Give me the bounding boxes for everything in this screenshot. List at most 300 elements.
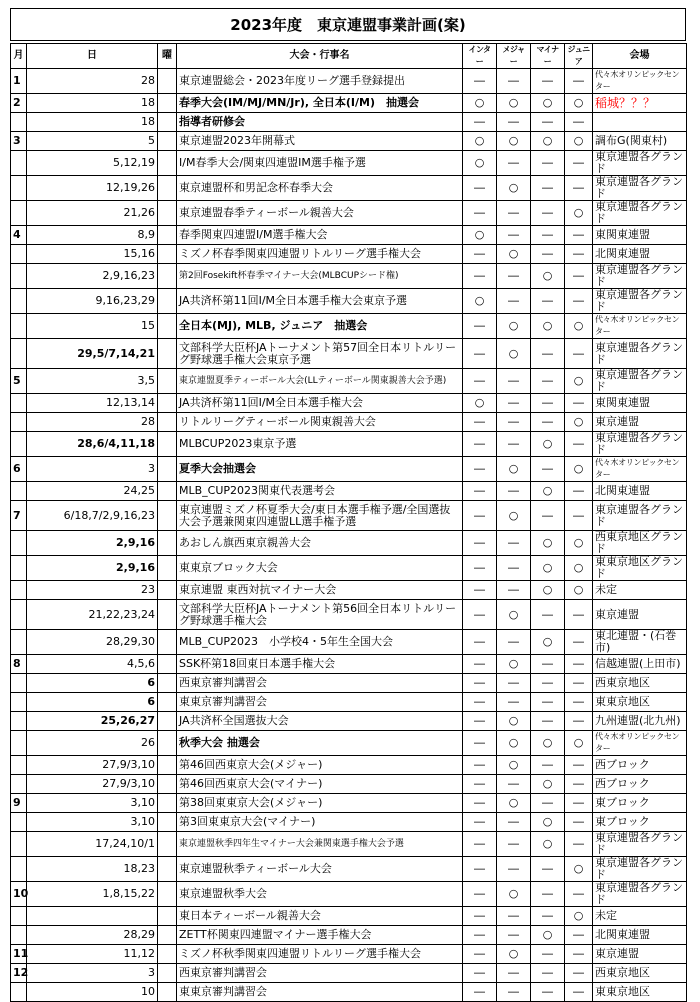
event-cell: 春季大会(IM/MJ/MN/Jr), 全日本(I/M) 抽選会 bbox=[177, 94, 463, 113]
mark-minor-cell: ○ bbox=[531, 813, 565, 832]
mark-inter-cell: ― bbox=[463, 964, 497, 983]
venue-cell: 西東京地区 bbox=[593, 674, 687, 693]
mark-junior-cell: ― bbox=[565, 882, 593, 907]
mark-inter-cell: ― bbox=[463, 531, 497, 556]
header-weekday: 曜 bbox=[158, 44, 177, 69]
month-cell bbox=[11, 201, 27, 226]
mark-junior-cell: ○ bbox=[565, 731, 593, 756]
table-row bbox=[11, 775, 687, 794]
mark-major-cell: ― bbox=[497, 151, 531, 176]
table-row bbox=[11, 926, 687, 945]
table-row bbox=[11, 882, 687, 907]
mark-major-cell: ― bbox=[497, 630, 531, 655]
venue-cell: 代々木オリンピックセンター bbox=[593, 314, 687, 339]
mark-junior-cell: ― bbox=[565, 264, 593, 289]
venue-cell: 代々木オリンピックセンター bbox=[593, 731, 687, 756]
month-cell bbox=[11, 264, 27, 289]
date-cell: 28,6/4,11,18 bbox=[27, 432, 158, 457]
date-cell: 25,26,27 bbox=[27, 712, 158, 731]
mark-junior-cell: ― bbox=[565, 630, 593, 655]
mark-inter-cell: ― bbox=[463, 339, 497, 369]
event-cell: SSK杯第18回東日本選手権大会 bbox=[177, 655, 463, 674]
mark-minor-cell: ― bbox=[531, 201, 565, 226]
mark-junior-cell: ― bbox=[565, 176, 593, 201]
venue-cell: 東関東連盟 bbox=[593, 226, 687, 245]
header-inter: インター bbox=[463, 44, 497, 69]
event-cell: 第38回東東京大会(メジャー) bbox=[177, 794, 463, 813]
mark-junior-cell: ○ bbox=[565, 581, 593, 600]
event-cell: 東京連盟 東西対抗マイナー大会 bbox=[177, 581, 463, 600]
mark-junior-cell: ― bbox=[565, 794, 593, 813]
month-cell bbox=[11, 983, 27, 1002]
event-cell: 夏季大会抽選会 bbox=[177, 457, 463, 482]
mark-major-cell: ○ bbox=[497, 756, 531, 775]
date-cell: 8,9 bbox=[27, 226, 158, 245]
month-cell bbox=[11, 832, 27, 857]
table-row bbox=[11, 201, 687, 226]
document-title: 2023年度 東京連盟事業計画(案) bbox=[10, 8, 686, 41]
mark-inter-cell: ― bbox=[463, 176, 497, 201]
month-cell bbox=[11, 245, 27, 264]
event-cell: 東京連盟杯和男記念杯春季大会 bbox=[177, 176, 463, 201]
mark-major-cell: ― bbox=[497, 926, 531, 945]
weekday-cell bbox=[158, 756, 177, 775]
event-cell: 文部科学大臣杯JAトーナメント第57回全日本リトルリーグ野球選手権大会東京予選 bbox=[177, 339, 463, 369]
venue-cell: 未定 bbox=[593, 581, 687, 600]
mark-major-cell: ○ bbox=[497, 245, 531, 264]
weekday-cell bbox=[158, 882, 177, 907]
mark-junior-cell: ― bbox=[565, 945, 593, 964]
event-cell: JA共済杯第11回I/M全日本選手権大会東京予選 bbox=[177, 289, 463, 314]
weekday-cell bbox=[158, 394, 177, 413]
weekday-cell bbox=[158, 482, 177, 501]
weekday-cell bbox=[158, 832, 177, 857]
schedule-table bbox=[10, 43, 687, 1002]
weekday-cell bbox=[158, 926, 177, 945]
event-cell: 秋季大会 抽選会 bbox=[177, 731, 463, 756]
mark-junior-cell: ○ bbox=[565, 314, 593, 339]
mark-minor-cell: ― bbox=[531, 413, 565, 432]
mark-junior-cell: ○ bbox=[565, 201, 593, 226]
month-cell bbox=[11, 693, 27, 712]
mark-minor-cell: ― bbox=[531, 151, 565, 176]
table-row bbox=[11, 132, 687, 151]
event-cell: MLB_CUP2023 小学校4・5年生全国大会 bbox=[177, 630, 463, 655]
mark-minor-cell: ― bbox=[531, 674, 565, 693]
event-cell: ミズノ杯春季関東四連盟リトルリーグ選手権大会 bbox=[177, 245, 463, 264]
mark-minor-cell: ○ bbox=[531, 264, 565, 289]
table-row bbox=[11, 600, 687, 630]
mark-inter-cell: ― bbox=[463, 581, 497, 600]
venue-cell: 代々木オリンピックセンター bbox=[593, 69, 687, 94]
date-cell: 17,24,10/1 bbox=[27, 832, 158, 857]
table-row bbox=[11, 712, 687, 731]
date-cell: 3,10 bbox=[27, 794, 158, 813]
month-cell bbox=[11, 413, 27, 432]
venue-cell: 東ブロック bbox=[593, 813, 687, 832]
month-cell: 1 bbox=[11, 69, 27, 94]
venue-cell: 代々木オリンピックセンター bbox=[593, 457, 687, 482]
month-cell bbox=[11, 176, 27, 201]
date-cell: 24,25 bbox=[27, 482, 158, 501]
weekday-cell bbox=[158, 983, 177, 1002]
event-cell: 東京連盟夏季ティーボール大会(LLティーボール関東親善大会予選) bbox=[177, 369, 463, 394]
header-venue: 会場 bbox=[593, 44, 687, 69]
mark-major-cell: ― bbox=[497, 482, 531, 501]
table-row bbox=[11, 731, 687, 756]
weekday-cell bbox=[158, 630, 177, 655]
mark-minor-cell: ― bbox=[531, 655, 565, 674]
date-cell: 18 bbox=[27, 113, 158, 132]
venue-cell: 西東京地区グランド bbox=[593, 531, 687, 556]
mark-minor-cell: ― bbox=[531, 945, 565, 964]
date-cell: 15,16 bbox=[27, 245, 158, 264]
mark-minor-cell: ― bbox=[531, 457, 565, 482]
mark-inter-cell: ― bbox=[463, 556, 497, 581]
mark-major-cell: ― bbox=[497, 413, 531, 432]
mark-inter-cell: ― bbox=[463, 201, 497, 226]
mark-inter-cell: ― bbox=[463, 983, 497, 1002]
month-cell bbox=[11, 630, 27, 655]
mark-junior-cell: ○ bbox=[565, 531, 593, 556]
mark-minor-cell: ― bbox=[531, 882, 565, 907]
weekday-cell bbox=[158, 712, 177, 731]
month-cell bbox=[11, 907, 27, 926]
month-cell bbox=[11, 394, 27, 413]
mark-minor-cell: ― bbox=[531, 794, 565, 813]
mark-junior-cell: ○ bbox=[565, 94, 593, 113]
date-cell: 28 bbox=[27, 69, 158, 94]
table-row bbox=[11, 857, 687, 882]
mark-inter-cell: ― bbox=[463, 264, 497, 289]
weekday-cell bbox=[158, 945, 177, 964]
month-cell bbox=[11, 581, 27, 600]
mark-inter-cell: ― bbox=[463, 775, 497, 794]
date-cell: 28,29 bbox=[27, 926, 158, 945]
venue-cell: 北関東連盟 bbox=[593, 926, 687, 945]
mark-major-cell: ― bbox=[497, 964, 531, 983]
table-row bbox=[11, 482, 687, 501]
month-cell: 8 bbox=[11, 655, 27, 674]
weekday-cell bbox=[158, 674, 177, 693]
table-row bbox=[11, 289, 687, 314]
venue-cell: 東関東連盟 bbox=[593, 394, 687, 413]
table-row bbox=[11, 531, 687, 556]
mark-minor-cell: ○ bbox=[531, 731, 565, 756]
mark-major-cell: ― bbox=[497, 531, 531, 556]
mark-major-cell: ― bbox=[497, 693, 531, 712]
event-cell: I/M春季大会/関東四連盟IM選手権予選 bbox=[177, 151, 463, 176]
venue-cell: 東東京地区 bbox=[593, 693, 687, 712]
mark-inter-cell: ― bbox=[463, 882, 497, 907]
table-row bbox=[11, 113, 687, 132]
mark-inter-cell: ― bbox=[463, 674, 497, 693]
date-cell: 27,9/3,10 bbox=[27, 775, 158, 794]
month-cell bbox=[11, 556, 27, 581]
venue-cell: 九州連盟(北九州) bbox=[593, 712, 687, 731]
month-cell bbox=[11, 289, 27, 314]
venue-cell: 東京連盟各グランド bbox=[593, 432, 687, 457]
date-cell: 4,5,6 bbox=[27, 655, 158, 674]
mark-major-cell: ○ bbox=[497, 501, 531, 531]
mark-junior-cell: ○ bbox=[565, 457, 593, 482]
mark-inter-cell: ― bbox=[463, 794, 497, 813]
month-cell: 10 bbox=[11, 882, 27, 907]
mark-minor-cell: ○ bbox=[531, 531, 565, 556]
header-event: 大会・行事名 bbox=[177, 44, 463, 69]
mark-major-cell: ― bbox=[497, 857, 531, 882]
venue-cell: 東京連盟各グランド bbox=[593, 289, 687, 314]
date-cell: 1,8,15,22 bbox=[27, 882, 158, 907]
venue-cell: 東京連盟各グランド bbox=[593, 882, 687, 907]
mark-inter-cell: ― bbox=[463, 314, 497, 339]
mark-major-cell: ○ bbox=[497, 794, 531, 813]
month-cell bbox=[11, 674, 27, 693]
mark-major-cell: ○ bbox=[497, 132, 531, 151]
mark-minor-cell: ○ bbox=[531, 581, 565, 600]
venue-cell: 東京連盟 bbox=[593, 945, 687, 964]
mark-inter-cell: ― bbox=[463, 693, 497, 712]
month-cell bbox=[11, 600, 27, 630]
venue-cell: 東京連盟各グランド bbox=[593, 151, 687, 176]
mark-inter-cell: ○ bbox=[463, 226, 497, 245]
venue-cell: 東東京地区グランド bbox=[593, 556, 687, 581]
table-row bbox=[11, 630, 687, 655]
mark-minor-cell: ○ bbox=[531, 94, 565, 113]
date-cell: 23 bbox=[27, 581, 158, 600]
mark-inter-cell: ― bbox=[463, 369, 497, 394]
month-cell: 7 bbox=[11, 501, 27, 531]
date-cell: 21,26 bbox=[27, 201, 158, 226]
table-row bbox=[11, 674, 687, 693]
mark-junior-cell: ― bbox=[565, 756, 593, 775]
mark-inter-cell: ― bbox=[463, 813, 497, 832]
mark-minor-cell: ― bbox=[531, 369, 565, 394]
weekday-cell bbox=[158, 94, 177, 113]
table-row bbox=[11, 226, 687, 245]
weekday-cell bbox=[158, 731, 177, 756]
mark-inter-cell: ― bbox=[463, 600, 497, 630]
mark-junior-cell: ― bbox=[565, 983, 593, 1002]
weekday-cell bbox=[158, 964, 177, 983]
mark-major-cell: ― bbox=[497, 432, 531, 457]
mark-major-cell: ― bbox=[497, 775, 531, 794]
mark-major-cell: ― bbox=[497, 113, 531, 132]
mark-inter-cell: ― bbox=[463, 457, 497, 482]
mark-minor-cell: ○ bbox=[531, 630, 565, 655]
event-cell: あおしん旗西東京親善大会 bbox=[177, 531, 463, 556]
weekday-cell bbox=[158, 226, 177, 245]
mark-major-cell: ○ bbox=[497, 600, 531, 630]
mark-inter-cell: ― bbox=[463, 482, 497, 501]
mark-inter-cell: ― bbox=[463, 501, 497, 531]
mark-inter-cell: ○ bbox=[463, 394, 497, 413]
table-row bbox=[11, 457, 687, 482]
mark-inter-cell: ○ bbox=[463, 289, 497, 314]
mark-minor-cell: ― bbox=[531, 226, 565, 245]
table-row bbox=[11, 314, 687, 339]
mark-junior-cell: ― bbox=[565, 693, 593, 712]
mark-minor-cell: ― bbox=[531, 983, 565, 1002]
venue-cell: 西東京地区 bbox=[593, 964, 687, 983]
venue-cell: 東ブロック bbox=[593, 794, 687, 813]
table-row bbox=[11, 832, 687, 857]
table-row bbox=[11, 245, 687, 264]
mark-major-cell: ― bbox=[497, 983, 531, 1002]
mark-junior-cell: ― bbox=[565, 655, 593, 674]
mark-inter-cell: ― bbox=[463, 413, 497, 432]
event-cell: ミズノ杯秋季関東四連盟リトルリーグ選手権大会 bbox=[177, 945, 463, 964]
mark-minor-cell: ― bbox=[531, 857, 565, 882]
weekday-cell bbox=[158, 245, 177, 264]
weekday-cell bbox=[158, 501, 177, 531]
date-cell: 6 bbox=[27, 693, 158, 712]
mark-minor-cell: ○ bbox=[531, 556, 565, 581]
mark-junior-cell: ― bbox=[565, 712, 593, 731]
mark-junior-cell: ― bbox=[565, 926, 593, 945]
mark-junior-cell: ○ bbox=[565, 857, 593, 882]
event-cell: 東京連盟春季ティーボール親善大会 bbox=[177, 201, 463, 226]
weekday-cell bbox=[158, 775, 177, 794]
weekday-cell bbox=[158, 907, 177, 926]
weekday-cell bbox=[158, 132, 177, 151]
mark-minor-cell: ― bbox=[531, 69, 565, 94]
date-cell: 5,12,19 bbox=[27, 151, 158, 176]
table-row bbox=[11, 556, 687, 581]
weekday-cell bbox=[158, 413, 177, 432]
event-cell: 東京連盟秋季大会 bbox=[177, 882, 463, 907]
venue-cell bbox=[593, 113, 687, 132]
mark-minor-cell: ○ bbox=[531, 775, 565, 794]
venue-cell: 東北連盟・(石巻市) bbox=[593, 630, 687, 655]
mark-minor-cell: ○ bbox=[531, 432, 565, 457]
venue-cell: 北関東連盟 bbox=[593, 482, 687, 501]
mark-minor-cell: ― bbox=[531, 907, 565, 926]
mark-inter-cell: ― bbox=[463, 432, 497, 457]
date-cell: 2,9,16 bbox=[27, 531, 158, 556]
month-cell bbox=[11, 482, 27, 501]
month-cell bbox=[11, 531, 27, 556]
month-cell bbox=[11, 113, 27, 132]
mark-major-cell: ― bbox=[497, 226, 531, 245]
mark-junior-cell: ― bbox=[565, 69, 593, 94]
weekday-cell bbox=[158, 69, 177, 94]
mark-major-cell: ○ bbox=[497, 731, 531, 756]
mark-minor-cell: ○ bbox=[531, 314, 565, 339]
date-cell: 3 bbox=[27, 457, 158, 482]
date-cell: 9,16,23,29 bbox=[27, 289, 158, 314]
table-row bbox=[11, 964, 687, 983]
date-cell: 18,23 bbox=[27, 857, 158, 882]
mark-junior-cell: ― bbox=[565, 482, 593, 501]
table-row bbox=[11, 176, 687, 201]
month-cell bbox=[11, 151, 27, 176]
table-row bbox=[11, 151, 687, 176]
venue-cell: 東京連盟各グランド bbox=[593, 339, 687, 369]
mark-minor-cell: ○ bbox=[531, 132, 565, 151]
mark-minor-cell: ― bbox=[531, 964, 565, 983]
mark-major-cell: ― bbox=[497, 581, 531, 600]
mark-junior-cell: ○ bbox=[565, 132, 593, 151]
mark-inter-cell: ― bbox=[463, 113, 497, 132]
weekday-cell bbox=[158, 857, 177, 882]
weekday-cell bbox=[158, 531, 177, 556]
date-cell: 28 bbox=[27, 413, 158, 432]
date-cell: 5 bbox=[27, 132, 158, 151]
month-cell: 4 bbox=[11, 226, 27, 245]
date-cell: 6 bbox=[27, 674, 158, 693]
table-row bbox=[11, 339, 687, 369]
month-cell: 3 bbox=[11, 132, 27, 151]
mark-junior-cell: ― bbox=[565, 289, 593, 314]
event-cell: 文部科学大臣杯JAトーナメント第56回全日本リトルリーグ野球選手権大会 bbox=[177, 600, 463, 630]
venue-cell: 東京連盟各グランド bbox=[593, 501, 687, 531]
mark-junior-cell: ○ bbox=[565, 907, 593, 926]
mark-junior-cell: ― bbox=[565, 775, 593, 794]
month-cell: 11 bbox=[11, 945, 27, 964]
weekday-cell bbox=[158, 314, 177, 339]
mark-inter-cell: ― bbox=[463, 857, 497, 882]
table-row bbox=[11, 581, 687, 600]
date-cell: 12,13,14 bbox=[27, 394, 158, 413]
mark-junior-cell: ― bbox=[565, 394, 593, 413]
venue-cell: 東東京地区 bbox=[593, 983, 687, 1002]
month-cell bbox=[11, 926, 27, 945]
mark-minor-cell: ― bbox=[531, 113, 565, 132]
mark-junior-cell: ― bbox=[565, 964, 593, 983]
venue-cell: 東京連盟 bbox=[593, 413, 687, 432]
month-cell: 9 bbox=[11, 794, 27, 813]
event-cell: 第2回Fosekift杯春季マイナー大会(MLBCUPシード権) bbox=[177, 264, 463, 289]
table-row bbox=[11, 264, 687, 289]
mark-minor-cell: ○ bbox=[531, 482, 565, 501]
event-cell: 指導者研修会 bbox=[177, 113, 463, 132]
weekday-cell bbox=[158, 794, 177, 813]
date-cell: 2,9,16 bbox=[27, 556, 158, 581]
date-cell bbox=[27, 907, 158, 926]
event-cell: 東京連盟ミズノ杯夏季大会/東日本選手権予選/全国選抜大会予選兼関東四連盟LL選手権予選 bbox=[177, 501, 463, 531]
month-cell bbox=[11, 813, 27, 832]
mark-minor-cell: ― bbox=[531, 176, 565, 201]
venue-cell: 北関東連盟 bbox=[593, 245, 687, 264]
month-cell bbox=[11, 339, 27, 369]
venue-cell: 西ブロック bbox=[593, 756, 687, 775]
mark-minor-cell: ○ bbox=[531, 926, 565, 945]
event-cell: 東東京審判講習会 bbox=[177, 983, 463, 1002]
mark-junior-cell: ― bbox=[565, 226, 593, 245]
weekday-cell bbox=[158, 264, 177, 289]
mark-major-cell: ○ bbox=[497, 712, 531, 731]
weekday-cell bbox=[158, 289, 177, 314]
venue-cell: 東京連盟各グランド bbox=[593, 832, 687, 857]
mark-minor-cell: ― bbox=[531, 394, 565, 413]
event-cell: 東東京審判講習会 bbox=[177, 693, 463, 712]
event-cell: JA共済杯全国選抜大会 bbox=[177, 712, 463, 731]
venue-cell: 東京連盟各グランド bbox=[593, 201, 687, 226]
weekday-cell bbox=[158, 369, 177, 394]
weekday-cell bbox=[158, 693, 177, 712]
mark-inter-cell: ― bbox=[463, 655, 497, 674]
mark-major-cell: ○ bbox=[497, 882, 531, 907]
mark-inter-cell: ― bbox=[463, 945, 497, 964]
mark-minor-cell: ― bbox=[531, 289, 565, 314]
table-row bbox=[11, 794, 687, 813]
mark-junior-cell: ○ bbox=[565, 369, 593, 394]
mark-major-cell: ― bbox=[497, 394, 531, 413]
mark-inter-cell: ― bbox=[463, 756, 497, 775]
event-cell: 東京連盟秋季ティーボール大会 bbox=[177, 857, 463, 882]
weekday-cell bbox=[158, 581, 177, 600]
